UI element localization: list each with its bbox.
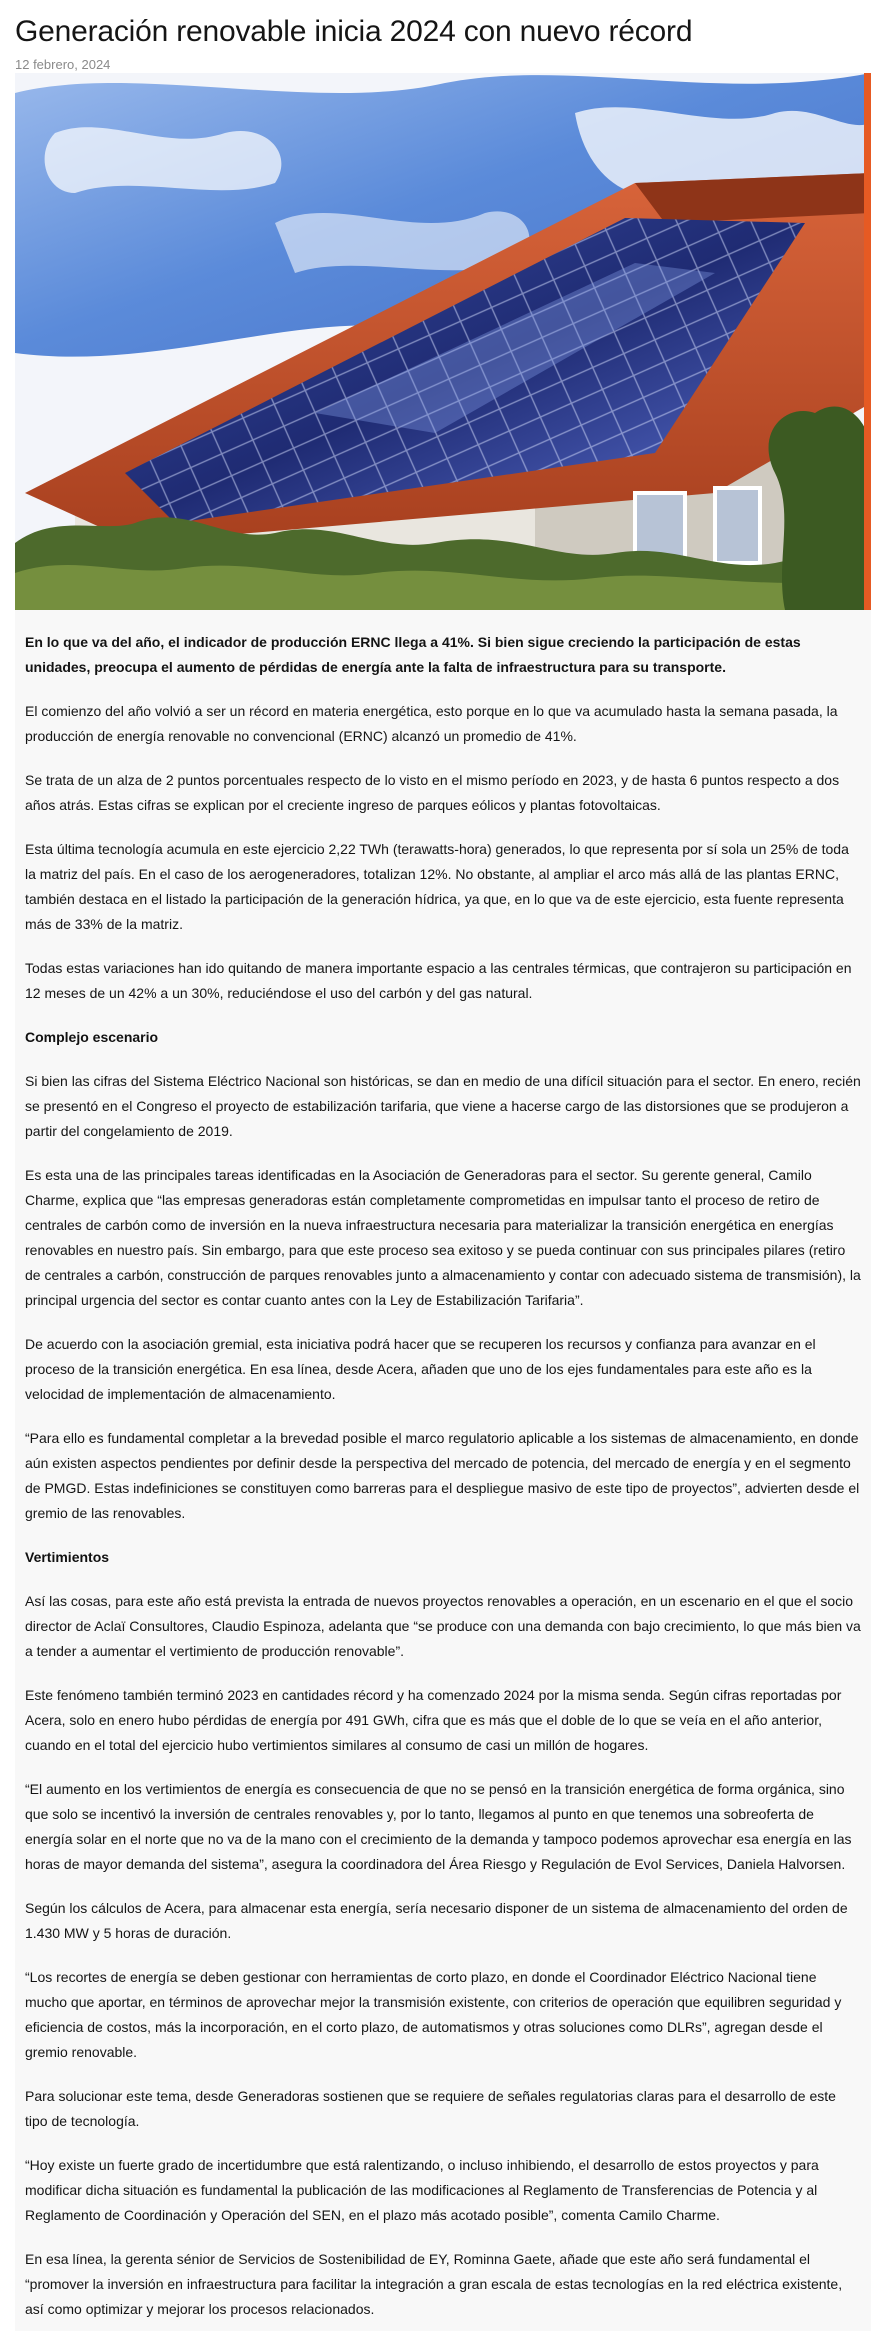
section-heading: Vertimientos: [25, 1549, 110, 1565]
paragraph: Así las cosas, para este año está prevista la entrada de nuevos proyectos renovables a operación, en un escenario en el que el socio director de Aclaï Consultores, Claudio Espinoza, adelanta que “se produce con una demanda con bajo crecimiento, lo que más bien va a tender a aumentar el vertimiento de producción renovable”.: [25, 1593, 861, 1659]
paragraph: En esa línea, la gerenta sénior de Servicios de Sostenibilidad de EY, Rominna Gaete, añade que este año será fundamental el “promover la inversión en infraestructura para facilitar la integración a gran escala de estas tecnologías en la red eléctrica existente, así como optimizar y mejorar los procesos relacionados.: [25, 2251, 843, 2317]
article-title: Generación renovable inicia 2024 con nuevo récord: [15, 15, 693, 48]
solar-roof-illustration: [15, 73, 871, 610]
article-body: [15, 610, 871, 2331]
lead-paragraph: En lo que va del año, el indicador de producción ERNC llega a 41%. Si bien sigue creciendo la participación de estas unidades, preocupa el aumento de pérdidas de energía ante la falta de infraestructura para su transporte.: [25, 634, 801, 675]
paragraph: Se trata de un alza de 2 puntos porcentuales respecto de lo visto en el mismo período en 2023, y de hasta 6 puntos respecto a dos años atrás. Estas cifras se explican por el creciente ingreso de parques eólicos y plantas fotovoltaicas.: [25, 772, 840, 813]
paragraph: De acuerdo con la asociación gremial, esta iniciativa podrá hacer que se recuperen los recursos y confianza para avanzar en el proceso de la transición energética. En esa línea, desde Acera, añaden que uno de los ejes fundamentales para este año es la velocidad de implementación de almacenamiento.: [25, 1336, 816, 1402]
hero-image: [15, 73, 871, 610]
paragraph: Todas estas variaciones han ido quitando de manera importante espacio a las centrales térmicas, que contrajeron su participación en 12 meses de un 42% a un 30%, reduciéndose el uso del carbón y del gas natural.: [25, 960, 852, 1001]
paragraph: Este fenómeno también terminó 2023 en cantidades récord y ha comenzado 2024 por la misma senda. Según cifras reportadas por Acera, solo en enero hubo pérdidas de energía por 491 GWh, cifra que es más que el doble de lo que se veía en el año anterior, cuando en el total del ejercicio hubo vertimientos similares al consumo de casi un millón de hogares.: [25, 1687, 842, 1753]
paragraph: “Para ello es fundamental completar a la brevedad posible el marco regulatorio aplicable a los sistemas de almacenamiento, en donde aún existen aspectos pendientes por definir desde la perspectiva del mercado de potencia, del mercado de energía y en el segmento de PMGD. Estas indefiniciones se constituyen como barreras para el despliegue masivo de este tipo de proyectos”, advierten desde el gremio de las renovables.: [25, 1430, 860, 1521]
paragraph: Si bien las cifras del Sistema Eléctrico Nacional son históricas, se dan en medio de una difícil situación para el sector. En enero, recién se presentó en el Congreso el proyecto de estabilización tarifaria, que viene a hacerse cargo de las distorsiones que se produjeron a partir del congelamiento de 2019.: [25, 1073, 861, 1139]
section-heading: Complejo escenario: [25, 1029, 159, 1045]
paragraph: Para solucionar este tema, desde Generadoras sostienen que se requiere de señales regulatorias claras para el desarrollo de este tipo de tecnología.: [25, 2088, 836, 2129]
paragraph: Esta última tecnología acumula en este ejercicio 2,22 TWh (terawatts-hora) generados, lo que representa por sí sola un 25% de toda la matriz del país. En el caso de los aerogeneradores, totalizan 12%. No obstante, al ampliar el arco más allá de las plantas ERNC, también destaca en el listado la participación de la generación hídrica, ya que, en lo que va de este ejercicio, esta fuente representa más de 33% de la matriz.: [25, 841, 849, 932]
paragraph: “Hoy existe un fuerte grado de incertidumbre que está ralentizando, o incluso inhibiendo, el desarrollo de estos proyectos y para modificar dicha situación es fundamental la publicación de las modificaciones al Reglamento de Transferencias de Potencia y al Reglamento de Coordinación y Operación del SEN, en el plazo más acotado posible”, comenta Camilo Charme.: [25, 2157, 819, 2223]
window: [715, 488, 760, 563]
article-date: 12 febrero, 2024: [15, 57, 111, 72]
hero-accent-bar: [864, 73, 871, 610]
paragraph: El comienzo del año volvió a ser un récord en materia energética, esto porque en lo que va acumulado hasta la semana pasada, la producción de energía renovable no convencional (ERNC) alcanzó un promedio de 41%.: [25, 703, 838, 744]
paragraph: “Los recortes de energía se deben gestionar con herramientas de corto plazo, en donde el Coordinador Eléctrico Nacional tiene mucho que aportar, en términos de aprovechar mejor la transmisión existente, con criterios de operación que equilibren seguridad y eficiencia de costos, más la incorporación, en el corto plazo, de automatismos y otras soluciones como DLRs”, agregan desde el gremio renovable.: [25, 1969, 842, 2060]
paragraph: “El aumento en los vertimientos de energía es consecuencia de que no se pensó en la transición energética de forma orgánica, sino que solo se incentivó la inversión de centrales renovables y, por lo tanto, llegamos al punto en que tenemos una sobreoferta de energía solar en el norte que no va de la mano con el crecimiento de la demanda y tampoco podemos aprovechar esa energía en las horas de mayor demanda del sistema”, asegura la coordinadora del Área Riesgo y Regulación de Evol Services, Daniela Halvorsen.: [25, 1781, 852, 1872]
paragraph: Según los cálculos de Acera, para almacenar esta energía, sería necesario disponer de un sistema de almacenamiento del orden de 1.430 MW y 5 horas de duración.: [25, 1900, 848, 1941]
paragraph: Es esta una de las principales tareas identificadas en la Asociación de Generadoras para el sector. Su gerente general, Camilo Charme, explica que “las empresas generadoras están completamente comprometidas en impulsar tanto el proceso de retiro de centrales de carbón como de inversión en la nueva infraestructura necesaria para materializar la transición energética en energías renovables en nuestro país. Sin embargo, para que este proceso sea exitoso y se pueda continuar con sus principales pilares (retiro de centrales a carbón, construcción de parques renovables junto a almacenamiento y contar con adecuado sistema de transmisión), la principal urgencia del sector es contar cuanto antes con la Ley de Estabilización Tarifaria”.: [25, 1167, 861, 1308]
article-header: [15, 14, 871, 73]
